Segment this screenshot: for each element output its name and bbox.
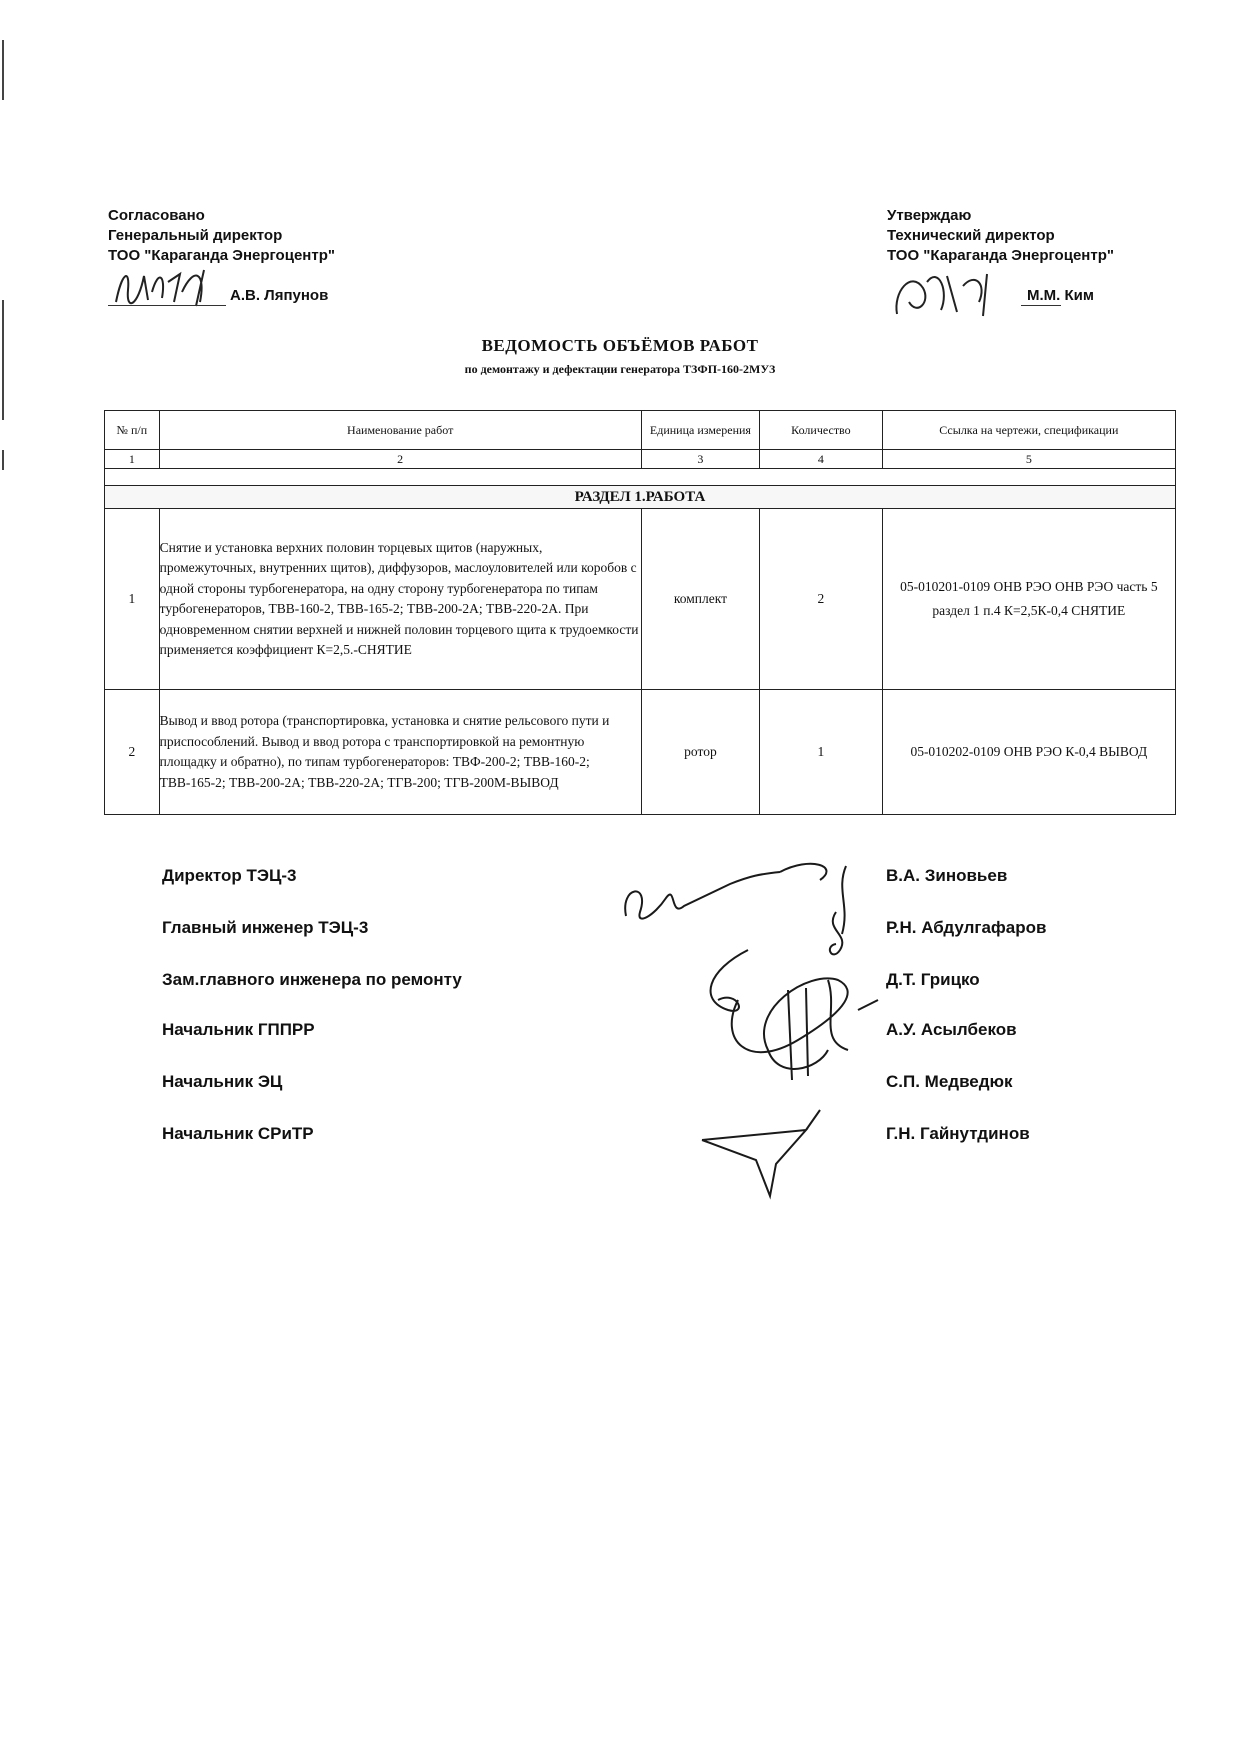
signatory-name: Д.Т. Грицко — [886, 970, 980, 989]
row-quantity: 1 — [760, 690, 883, 815]
column-number: 2 — [159, 450, 641, 469]
signature-line — [108, 305, 226, 306]
approval-left — [108, 206, 348, 312]
approval-left-name: А.В. Ляпунов — [230, 287, 329, 304]
approval-right — [887, 206, 1127, 312]
header-reference: Ссылка на чертежи, спецификации — [882, 411, 1175, 450]
header-unit: Единица измерения — [641, 411, 759, 450]
column-number-row — [105, 450, 1176, 469]
section-title: РАЗДЕЛ 1.РАБОТА — [105, 486, 1176, 509]
approval-left-organization: ТОО "Караганда Энергоцентр" — [108, 247, 335, 264]
header-work-name: Наименование работ — [159, 411, 641, 450]
signature-right — [887, 262, 1027, 322]
works-table — [104, 410, 1176, 815]
signatory-position: Начальник ЭЦ — [162, 1072, 283, 1091]
row-quantity: 2 — [760, 509, 883, 690]
approval-right-name: М.М. Ким — [1027, 287, 1094, 304]
approval-left-position: Генеральный директор — [108, 227, 283, 244]
signatory-name: Г.Н. Гайнутдинов — [886, 1124, 1030, 1143]
approval-right-signature-row — [887, 272, 1127, 312]
scan-mark — [2, 450, 4, 470]
signatory-position: Главный инженер ТЭЦ-3 — [162, 918, 369, 937]
row-unit: комплект — [641, 509, 759, 690]
signature-deputy-engineer — [688, 930, 888, 1120]
column-number: 4 — [760, 450, 883, 469]
document-title: ВЕДОМОСТЬ ОБЪЁМОВ РАБОТ — [481, 336, 759, 355]
row-unit: ротор — [641, 690, 759, 815]
signatory-name: Р.Н. Абдулгафаров — [886, 918, 1047, 937]
approval-left-heading: Согласовано — [108, 207, 205, 224]
signature-head-ecs — [696, 1104, 826, 1204]
row-number: 2 — [105, 690, 160, 815]
column-number: 3 — [641, 450, 759, 469]
table-spacer-row — [105, 469, 1176, 486]
header-quantity: Количество — [760, 411, 883, 450]
row-number: 1 — [105, 509, 160, 690]
signatory-position: Начальник ГППРР — [162, 1020, 315, 1039]
signatory-position: Зам.главного инженера по ремонту — [162, 970, 462, 989]
approval-right-organization: ТОО "Караганда Энергоцентр" — [887, 247, 1114, 264]
column-number: 1 — [105, 450, 160, 469]
table-row — [105, 509, 1176, 690]
approval-left-signature-row — [108, 272, 348, 312]
signatory-position: Начальник СРиТР — [162, 1124, 314, 1143]
table-header-row — [105, 411, 1176, 450]
section-row — [105, 486, 1176, 509]
scan-mark — [2, 40, 4, 100]
row-work-name: Снятие и установка верхних половин торцевых щитов (наружных, промежуточных, внутренних щитов), диффузоров, маслоуловителей или коробов с одной стороны турбогенератора, на одну сторону турбогенератора по типам турбогенераторов, ТВВ-160-2, ТВВ-165-2; ТВВ-200-2А; ТВВ-220-2А. При одновременном снятии верхней и нижней половин торцевого щита к трудоемкости применяется коэффициент К=2,5.-СНЯТИЕ — [159, 509, 641, 690]
table-spacer — [105, 469, 1176, 486]
signatory-name: С.П. Медведюк — [886, 1072, 1013, 1091]
header-number: № п/п — [105, 411, 160, 450]
column-number: 5 — [882, 450, 1175, 469]
scan-mark — [2, 300, 4, 420]
approval-right-heading: Утверждаю — [887, 207, 972, 224]
document-subtitle: по демонтажу и дефектации генератора ТЗФП-160-2МУЗ — [464, 362, 776, 376]
row-work-name: Вывод и ввод ротора (транспортировка, установка и снятие рельсового пути и приспособлений. Вывод и ввод ротора с транспортировкой на ремонтную площадку и обратно), по типам турбогенераторов: ТВФ-200-2; ТВВ-160-2; ТВВ-165-2; ТВВ-200-2А; ТВВ-220-2А; ТГВ-200; ТГВ-200М-ВЫВОД — [159, 690, 641, 815]
row-reference: 05-010202-0109 ОНВ РЭО К-0,4 ВЫВОД — [882, 690, 1175, 815]
approval-right-position: Технический директор — [887, 227, 1055, 244]
row-reference: 05-010201-0109 ОНВ РЭО ОНВ РЭО часть 5 раздел 1 п.4 К=2,5К-0,4 СНЯТИЕ — [882, 509, 1175, 690]
signatory-position: Директор ТЭЦ-3 — [162, 866, 297, 885]
signatory-name: В.А. Зиновьев — [886, 866, 1008, 885]
table-row — [105, 690, 1176, 815]
signatory-name: А.У. Асылбеков — [886, 1020, 1017, 1039]
